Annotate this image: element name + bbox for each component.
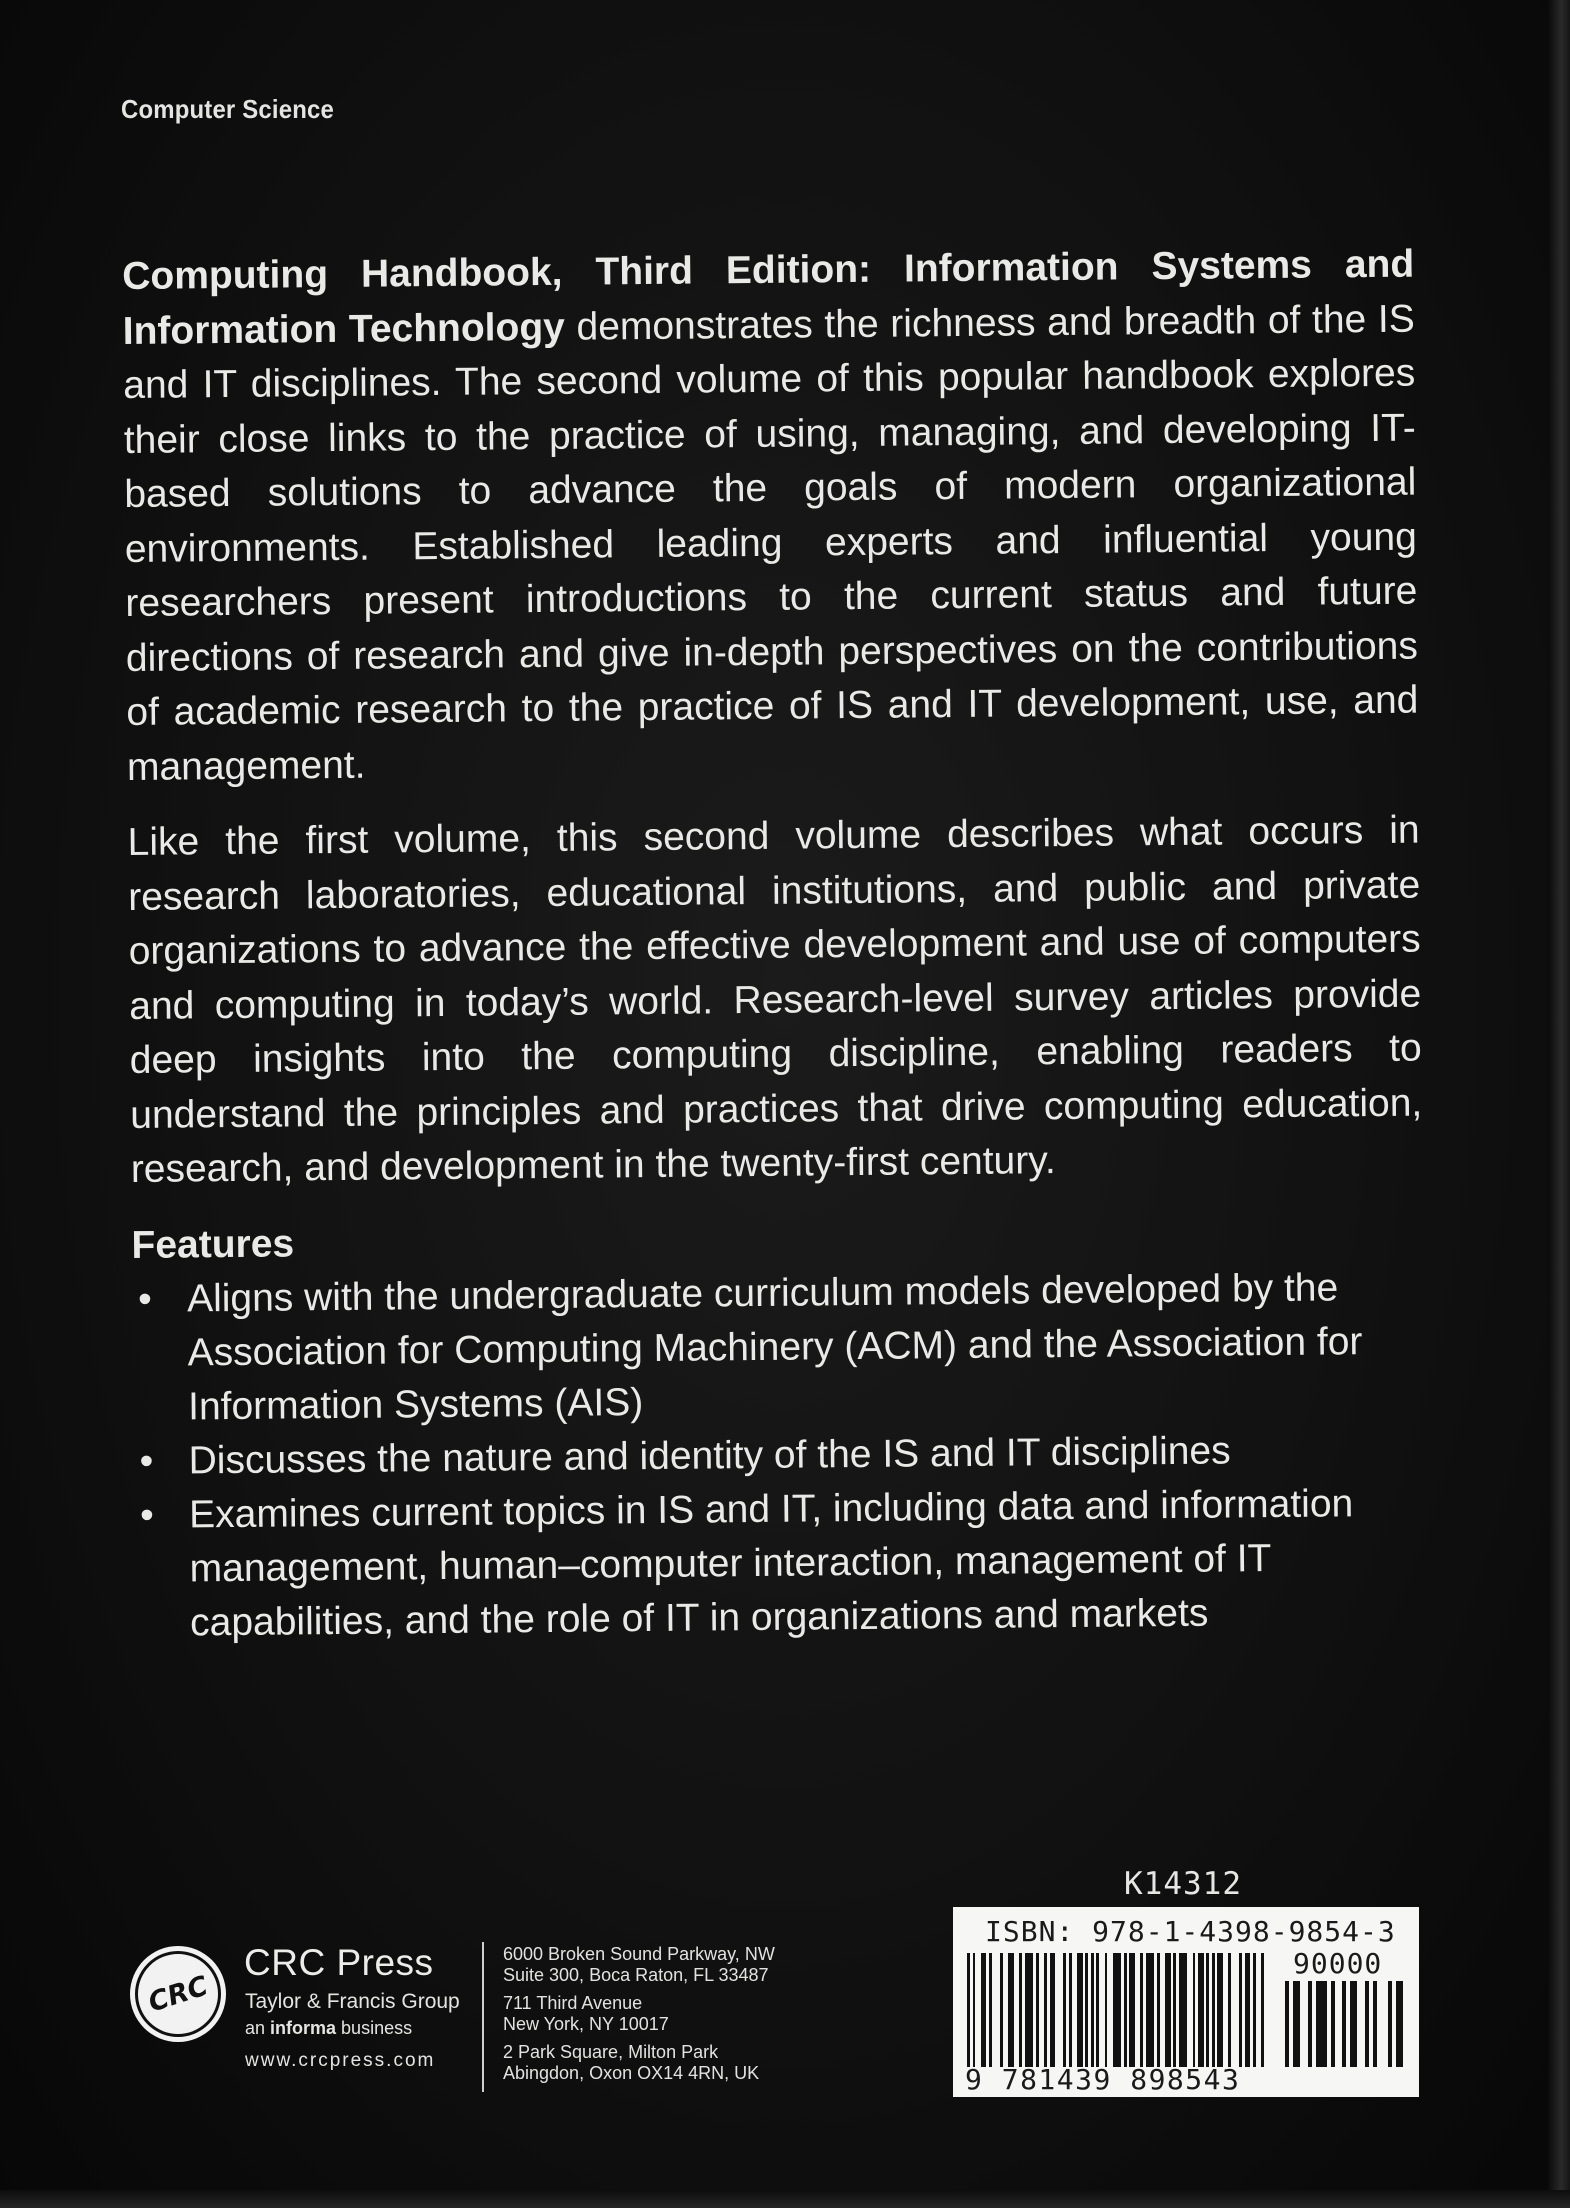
barcode-gap bbox=[1357, 1981, 1365, 2067]
bullet-icon: • bbox=[139, 1493, 155, 1537]
feature-text: Examines current topics in IS and IT, including data and information management, human–computer interaction, management of IT capabilities, and the role of IT in organizations and markets bbox=[188, 1481, 1354, 1644]
barcode-bar bbox=[1316, 1981, 1327, 2067]
feature-text: Discusses the nature and identity of the IS and IT disciplines bbox=[188, 1428, 1231, 1482]
price-code: 90000 bbox=[1293, 1947, 1383, 1980]
business-suffix: business bbox=[336, 2018, 413, 2038]
barcode-bar bbox=[1293, 1981, 1301, 2067]
bullet-icon: • bbox=[137, 1277, 152, 1321]
barcode-addon-bars bbox=[1285, 1981, 1407, 2067]
cover-bottom-edge bbox=[0, 2190, 1570, 2208]
logo-text: CRC bbox=[144, 1969, 212, 2019]
divider bbox=[482, 1942, 484, 2092]
business-prefix: an bbox=[245, 2018, 271, 2038]
publisher-block bbox=[130, 1940, 810, 2100]
features-heading: Features bbox=[131, 1221, 295, 1267]
barcode-gap bbox=[992, 1953, 1000, 2067]
subject-category: Computer Science bbox=[121, 94, 334, 124]
address-line: Suite 300, Boca Raton, FL 33487 bbox=[503, 1965, 769, 1985]
isbn-barcode bbox=[953, 1907, 1419, 2097]
business-name: informa bbox=[270, 2018, 337, 2038]
barcode-bar bbox=[1179, 1953, 1187, 2067]
address-line: New York, NY 10017 bbox=[503, 2014, 669, 2034]
description-paragraph-1 bbox=[122, 238, 1419, 795]
barcode-gap bbox=[1335, 1981, 1343, 2067]
address-line: 2 Park Square, Milton Park bbox=[503, 2042, 719, 2062]
description-paragraph-1-text: demonstrates the richness and breadth of the IS and IT disciplines. The second volume of this popular handbook explores their close links to the practice of using, managing, and developing IT-based solutions to advance the goals of modern organizational environments. Established leading experts and influential young researchers present introductions to the current status and future directions of research and give in-depth perspectives on the contributions of academic research to the practice of IS and IT development, use, and management. bbox=[123, 297, 1419, 789]
isbn-label: ISBN: 978-1-4398-9854-3 bbox=[985, 1915, 1396, 1948]
barcode-gap bbox=[1231, 1953, 1239, 2067]
cover-right-edge bbox=[1548, 0, 1570, 2208]
barcode-bar bbox=[1146, 1953, 1154, 2067]
book-title: Computing Handbook, Third Edition: Information Systems and Information Technology bbox=[122, 242, 1415, 353]
barcode-gap bbox=[1403, 1981, 1407, 2067]
address-line: 6000 Broken Sound Parkway, NW bbox=[503, 1944, 775, 1964]
barcode-digits: 9 781439 898543 bbox=[965, 2063, 1241, 2096]
publisher-name: CRC Press bbox=[244, 1942, 434, 1983]
publisher-url: www.crcpress.com bbox=[245, 2050, 436, 2071]
address-abingdon bbox=[503, 2042, 775, 2084]
crc-logo-icon bbox=[130, 1946, 226, 2042]
publisher-addresses bbox=[503, 1944, 775, 2091]
feature-item bbox=[132, 1260, 1425, 1434]
address-line: 711 Third Avenue bbox=[503, 1993, 643, 2013]
barcode-gap bbox=[1264, 1953, 1267, 2067]
address-new-york bbox=[503, 1993, 775, 2035]
barcode-bar bbox=[1350, 1981, 1358, 2067]
bullet-icon: • bbox=[139, 1439, 154, 1483]
barcode-gap bbox=[1300, 1981, 1308, 2067]
publisher-business bbox=[245, 2018, 412, 2039]
feature-text: Aligns with the undergraduate curriculum models developed by the Association for Computing Machinery (ACM) and the Association for Information Systems (AIS) bbox=[186, 1265, 1363, 1428]
features-list bbox=[132, 1260, 1428, 1650]
blurb bbox=[122, 238, 1427, 1651]
barcode-bar bbox=[1113, 1953, 1121, 2067]
product-code: K14312 bbox=[1124, 1866, 1242, 1902]
address-line: Abingdon, Oxon OX14 4RN, UK bbox=[503, 2063, 760, 2083]
publisher-group: Taylor & Francis Group bbox=[245, 1990, 460, 2013]
description-paragraph-2: Like the first volume, this second volume describes what occurs in research laboratories, educational institutions, and public and private organizations to advance the effective development and use of computers and computing in today’s world. Research-level survey articles provide deep insights into the computing discipline, enabling readers to understand the principles and practices that drive computing education, research, and development in the twenty-first century. bbox=[127, 808, 1423, 1191]
feature-item bbox=[134, 1476, 1427, 1650]
barcode-bar bbox=[1396, 1981, 1404, 2067]
address-boca-raton bbox=[503, 1944, 775, 1986]
barcode-gap bbox=[1377, 1981, 1388, 2067]
barcode-gap bbox=[1055, 1953, 1063, 2067]
barcode-bar bbox=[1025, 1953, 1033, 2067]
barcode-bars bbox=[967, 1953, 1267, 2067]
